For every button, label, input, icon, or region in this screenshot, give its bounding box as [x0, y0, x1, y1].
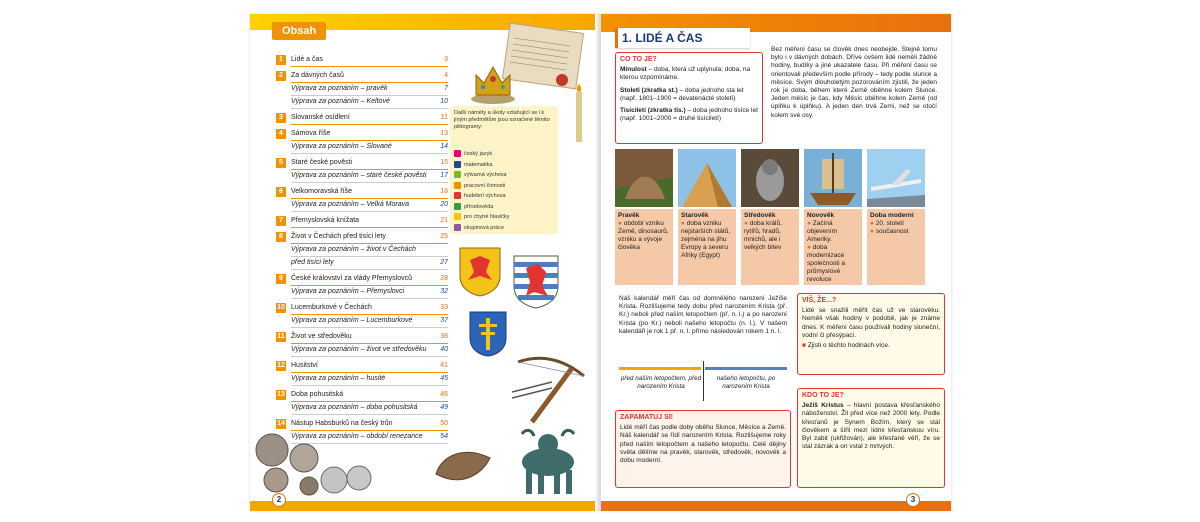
contents-header: Obsah — [272, 22, 326, 40]
toc-entry-title: Doba pohusitská — [291, 391, 344, 398]
toc-entry-title: České království za vlády Přemyslovců — [291, 275, 412, 282]
toc-chapter-number: 8 — [276, 232, 286, 242]
crown-jewels-image — [468, 59, 518, 105]
toc-chapter-row[interactable] — [276, 231, 448, 244]
pictogram-icon — [454, 203, 461, 210]
era-title: Pravěk — [618, 212, 640, 219]
toc-subsection-row[interactable] — [276, 199, 448, 212]
pictogram-icon — [454, 161, 461, 168]
left-page — [250, 14, 599, 511]
toc-underline — [291, 66, 448, 67]
pictogram-label: výtvarná výchova — [464, 172, 507, 178]
right-page-number: 3 — [906, 493, 920, 507]
toc-chapter-row[interactable] — [276, 70, 448, 83]
who-is-it-term: Ježíš Kristus — [802, 402, 844, 410]
pictogram-icon — [454, 213, 461, 220]
toc-underline — [291, 153, 448, 154]
term-minulost: Minulost — [620, 66, 647, 74]
toc-chapter-row[interactable] — [276, 331, 448, 344]
toc-entry-title: Výprava za poznáním – Velká Morava — [291, 201, 410, 208]
moravian-eagle-coat-of-arms — [458, 246, 502, 298]
toc-chapter-row[interactable] — [276, 302, 448, 315]
era-item: doba vzniku nejstarších států, zejména na jihu Evropy a severu Afriky (Egypt) — [681, 220, 731, 259]
era-column — [678, 149, 736, 285]
toc-chapter-row[interactable] — [276, 128, 448, 141]
right-page — [601, 14, 951, 511]
toc-chapter-number: 11 — [277, 333, 285, 340]
toc-page-number: 37 — [440, 317, 448, 324]
toc-subsection-row[interactable] — [276, 402, 448, 415]
pictogram-icon — [454, 182, 461, 189]
toc-entry-title: Výprava za poznáním – staré české pověsti — [291, 172, 427, 179]
toc-underline — [291, 211, 448, 212]
toc-page-number: 14 — [440, 143, 448, 150]
pictogram-item — [454, 161, 492, 171]
era-item: 20. století — [875, 220, 904, 227]
toc-page-number: 50 — [440, 420, 448, 427]
definition-box — [615, 52, 763, 144]
pictogram-label: pro chytré hlavičky — [464, 214, 510, 220]
right-bottom-bar — [601, 501, 951, 511]
toc-chapter-row[interactable] — [276, 215, 448, 228]
toc-page-number: 27 — [440, 259, 448, 266]
toc-entry-title: Výprava za poznáním – Keltové — [291, 98, 390, 105]
pictogram-intro: Další náměty a úkoly vztahující se i k jiným předmětům jsou označené těmito piktogramy: — [454, 110, 550, 130]
toc-entry-title: Výprava za poznáním – život v Čechách — [291, 246, 416, 253]
toc-entry-title: Výprava za poznáním – období renezance — [291, 433, 423, 440]
bullet-icon: ● — [681, 220, 687, 227]
def-stoleti: – doba jednoho sta let (např. 1801–1900 = devatenácté století) — [620, 86, 744, 102]
era-column — [804, 149, 862, 285]
toc-page-number: 38 — [440, 333, 448, 340]
pictogram-label: přírodověda — [464, 203, 494, 210]
pictogram-label: hudební výchova — [464, 193, 506, 199]
toc-chapter-number: 9 — [276, 274, 286, 284]
toc-page-number: 3 — [444, 56, 448, 63]
timeline-ad-label: našeho letopočtu, po narozením Krista — [716, 375, 776, 390]
pictogram-item — [454, 171, 507, 181]
pictogram-item — [454, 192, 506, 202]
toc-underline — [291, 414, 448, 415]
era-card — [678, 209, 736, 285]
left-page-number: 2 — [272, 493, 286, 507]
toc-chapter-row[interactable] — [276, 273, 448, 286]
modern-era-image — [804, 149, 862, 207]
term-stoleti: Století (zkratka st.) — [620, 86, 678, 94]
prehistory-image — [615, 149, 673, 207]
era-item: doba králů, rytířů, hradů, mnichů, ale i velkých bitev — [744, 220, 782, 251]
toc-entry-title: Lidé a čas — [291, 56, 323, 63]
toc-page-number: 4 — [444, 72, 448, 79]
did-you-know-box: VÍŠ, ŽE...? Lidé se snažili měřit čas už ve starověku. Neměli však hodiny v podobě, jak je známe dnes. K měření času používali hodiny sluneční, vodní či přesýpací. ■ Zjisti o těchto hodinách více. — [797, 293, 945, 375]
pictogram-label: český jazyk — [464, 151, 493, 157]
toc-page-number: 46 — [440, 391, 448, 398]
intro-paragraph: Bez měření času se člověk dnes neobejde. Stejně tomu bylo i v dávných dobách. Dříve ovšem lidé neměli žádné hodiny, budíky a jiné ukazatele času. Při měření času se orientovali především podle přírody – tedy podle slunce a měsíce. Svým dlouholetým pozorováním zjistili, že jeden rok je doba, během které Země oběhne kolem Slunce. Jeden měsíc je čas, kdy Měsíc oběhne kolem Země (od úplňku k úplňku). A jeden den trvá Zemi, než se otočí kolem své osy. — [771, 46, 937, 119]
era-card — [615, 209, 673, 285]
toc-chapter-row[interactable] — [276, 157, 448, 170]
toc-entry-title: před tisíci lety — [291, 259, 334, 266]
era-item: doba modernizace společnosti a průmyslové revoluce — [807, 244, 845, 283]
remember-text: Lidé měří čas podle doby oběhu Slunce, Měsíce a Země. Náš kalendář se řídí narozením Krista. Rozlišujeme roky před naším letopočtem a našeho letopočtu. Celé dějiny světa dělíme na pravěk, starověk, středověk, novověk a dobu moderní. — [620, 424, 786, 465]
toc-page-number: 28 — [440, 275, 448, 282]
luxembourg-lion-coat-of-arms — [512, 254, 560, 310]
toc-entry-title: Za dávných časů — [291, 72, 344, 79]
toc-page-number: 45 — [440, 375, 448, 382]
toc-subsection-row[interactable] — [276, 344, 448, 357]
toc-chapter-number: 7 — [276, 216, 286, 226]
toc-underline — [291, 269, 448, 270]
toc-subsection-row[interactable] — [276, 286, 448, 299]
toc-chapter-number: 3 — [276, 113, 286, 123]
toc-page-number: 40 — [440, 346, 448, 353]
bronze-bull-image — [512, 426, 584, 498]
toc-page-number: 41 — [440, 362, 448, 369]
toc-page-number: 21 — [440, 217, 448, 224]
who-is-it-text: – hlavní postava křesťanského náboženství. Žil před více než 2000 lety. Podle křesťanů je Synem Božím, který se stal člověkem a šířil mezi lidmi křesťanskou víru. Byl zabit (ukřižován), ale křesťané věří, že se stal zázrak a on vstal z mrtvých. — [802, 402, 940, 451]
toc-underline — [291, 356, 448, 357]
timeline-ad-bar — [705, 367, 787, 370]
def-tisicileti: – doba jednoho tisíce let (např. 1001–2000 = druhé tisíciletí) — [620, 107, 758, 123]
toc-entry-title: Výprava za poznáním – Slované — [291, 143, 392, 150]
toc-entry-title: Život v Čechách před tisíci lety — [291, 233, 386, 240]
definition-heading: CO TO JE? — [620, 56, 657, 63]
toc-subsection-row[interactable] — [276, 141, 448, 154]
toc-page-number: 17 — [440, 172, 448, 179]
book-spread — [250, 14, 951, 511]
crossbow-image — [512, 352, 590, 432]
pictogram-item — [454, 182, 505, 192]
toc-entry-title: Slovanské osídlení — [291, 114, 350, 121]
pictogram-label: skupinová práce — [464, 224, 505, 231]
toc-chapter-number: 14 — [277, 420, 285, 427]
who-is-it-heading: KDO TO JE? — [802, 392, 844, 399]
contemporary-era-image — [867, 149, 925, 207]
toc-page-number: 7 — [444, 85, 448, 92]
toc-entry-title: Výprava za poznáním – husité — [291, 375, 386, 382]
did-you-know-heading: VÍŠ, ŽE...? — [802, 297, 837, 304]
toc-chapter-number: 13 — [277, 391, 285, 398]
toc-subsection-row[interactable] — [276, 257, 448, 270]
toc-chapter-row[interactable] — [276, 389, 448, 402]
era-item: období vzniku Země, dinosaurů, vzniku a vývoje člověka — [618, 220, 669, 251]
toc-underline — [291, 227, 448, 228]
toc-entry-title: Husitství — [291, 362, 318, 369]
toc-subsection-row[interactable] — [276, 83, 448, 96]
era-card — [741, 209, 799, 285]
pictogram-item — [454, 213, 510, 223]
middle-ages-image — [741, 149, 799, 207]
toc-entry-title: Výprava za poznáním – Lucemburkové — [291, 317, 413, 324]
toc-page-number: 32 — [440, 288, 448, 295]
era-title: Středověk — [744, 212, 776, 219]
chapter-title: 1. LIDÉ A ČAS — [615, 28, 750, 48]
toc-page-number: 11 — [440, 114, 448, 121]
toc-chapter-row[interactable] — [276, 112, 448, 125]
toc-subsection-row[interactable] — [276, 315, 448, 328]
pictogram-icon — [454, 224, 461, 231]
toc-entry-title: Život ve středověku — [291, 333, 352, 340]
toc-page-number: 15 — [440, 159, 448, 166]
era-item: Začíná objevením Ameriky. — [807, 220, 837, 243]
toc-page-number: 18 — [440, 188, 448, 195]
remember-heading: ZAPAMATUJ SI! — [620, 414, 674, 421]
pictogram-label: matematika — [464, 161, 493, 168]
left-bottom-bar — [250, 501, 599, 511]
bullet-icon: ● — [807, 220, 813, 227]
era-column — [741, 149, 799, 285]
toc-entry-title: Velkomoravská říše — [291, 188, 353, 195]
toc-chapter-number: 2 — [276, 71, 286, 81]
toc-page-number: 54 — [440, 433, 448, 440]
bullet-icon: ● — [870, 228, 876, 235]
era-card — [867, 209, 925, 285]
toc-page-number: 25 — [440, 233, 448, 240]
era-title: Starověk — [681, 212, 709, 219]
era-card — [804, 209, 862, 285]
toc-page-number: 13 — [440, 130, 448, 137]
toc-chapter-row[interactable] — [276, 186, 448, 199]
toc-entry-title: Lucemburkové v Čechách — [291, 304, 372, 311]
timeline — [619, 361, 787, 401]
toc-entry-title: Sámova říše — [291, 130, 331, 137]
toc-subsection-row[interactable] — [276, 170, 448, 183]
toc-entry-title: Nástup Habsburků na český trůn — [291, 420, 393, 427]
toc-subsection-row[interactable] — [276, 244, 448, 257]
toc-chapter-number: 1 — [276, 55, 286, 65]
toc-underline — [291, 298, 448, 299]
timeline-bc-label: před naším letopočtem, před narozením Krista — [620, 375, 702, 390]
cross-coat-of-arms — [468, 310, 508, 358]
remember-box — [615, 410, 791, 488]
toc-page-number: 49 — [440, 404, 448, 411]
bullet-icon: ● — [618, 220, 624, 227]
toc-chapter-row[interactable] — [276, 54, 448, 67]
table-of-contents — [276, 54, 448, 444]
toc-page-number: 20 — [440, 201, 448, 208]
toc-chapter-number: 6 — [276, 187, 286, 197]
bullet-icon: ● — [744, 220, 750, 227]
pictogram-item — [454, 224, 504, 234]
toc-entry-title: Výprava za poznáním – život ve středověku — [291, 346, 427, 353]
toc-subsection-row[interactable] — [276, 96, 448, 109]
pictogram-item — [454, 150, 492, 160]
did-you-know-task: Zjisti o těchto hodinách více. — [807, 342, 890, 350]
era-column — [615, 149, 673, 285]
term-tisicileti: Tisíciletí (zkratka tis.) — [620, 107, 686, 115]
toc-underline — [291, 327, 448, 328]
era-item: současnost — [875, 228, 909, 235]
pictogram-legend — [450, 106, 558, 234]
toc-underline — [291, 108, 448, 109]
def-minulost: – doba, která už uplynula; doba, na kterou vzpomínáme. — [620, 66, 751, 82]
did-you-know-text: Lidé se snažili měřit čas už ve starověku. Neměli však hodiny v podobě, jak je známe dnes. K měření času používali hodiny sluneční, vodní či přesýpací. — [802, 307, 940, 339]
calendar-paragraph: Náš kalendář měří čas od domnělého narození Ježíše Krista. Rozlišujeme tedy dobu před narozením Krista (př. Kr.) neboli před naším letopočtem (př. n. l.) a po narození Krista (po Kr.) neboli našeho letopočtu (n. l.). V našem kalendáři je rok 1 př. n. l. přímo následován rokem 1 n. l. — [619, 295, 787, 335]
pictogram-icon — [454, 171, 461, 178]
toc-underline — [291, 124, 448, 125]
toc-entry-title: Výprava za poznáním – pravěk — [291, 85, 388, 92]
toc-subsection-row[interactable] — [276, 373, 448, 386]
candle-image — [572, 84, 586, 144]
timeline-bc-bar — [619, 367, 701, 370]
pictogram-label: pracovní činnosti — [464, 182, 506, 189]
toc-chapter-number: 10 — [277, 304, 285, 311]
toc-chapter-row[interactable] — [276, 360, 448, 373]
hand-axe-image — [432, 444, 494, 488]
toc-entry-title: Staré české pověsti — [291, 159, 353, 166]
toc-underline — [291, 182, 448, 183]
toc-entry-title: Výprava za poznáním – Přemyslovci — [291, 288, 405, 295]
antiquity-image — [678, 149, 736, 207]
toc-underline — [291, 385, 448, 386]
toc-chapter-number: 12 — [277, 362, 285, 369]
pictogram-icon — [454, 150, 461, 157]
toc-chapter-number: 5 — [276, 158, 286, 168]
toc-page-number: 10 — [440, 98, 448, 105]
toc-entry-title: Přemyslovská knížata — [291, 217, 360, 224]
pictogram-item — [454, 203, 493, 213]
pictogram-icon — [454, 192, 461, 199]
toc-chapter-number: 4 — [276, 129, 286, 139]
bullet-icon: ● — [870, 220, 876, 227]
era-title: Doba moderní — [870, 212, 914, 219]
era-title: Novověk — [807, 212, 835, 219]
who-is-it-box — [797, 388, 945, 488]
timeline-divider — [703, 361, 704, 401]
toc-page-number: 33 — [440, 304, 448, 311]
toc-entry-title: Výprava za poznáním – doba pohusitská — [291, 404, 418, 411]
bullet-icon: ● — [807, 244, 813, 251]
coins-image — [254, 428, 374, 496]
era-column — [867, 149, 925, 285]
